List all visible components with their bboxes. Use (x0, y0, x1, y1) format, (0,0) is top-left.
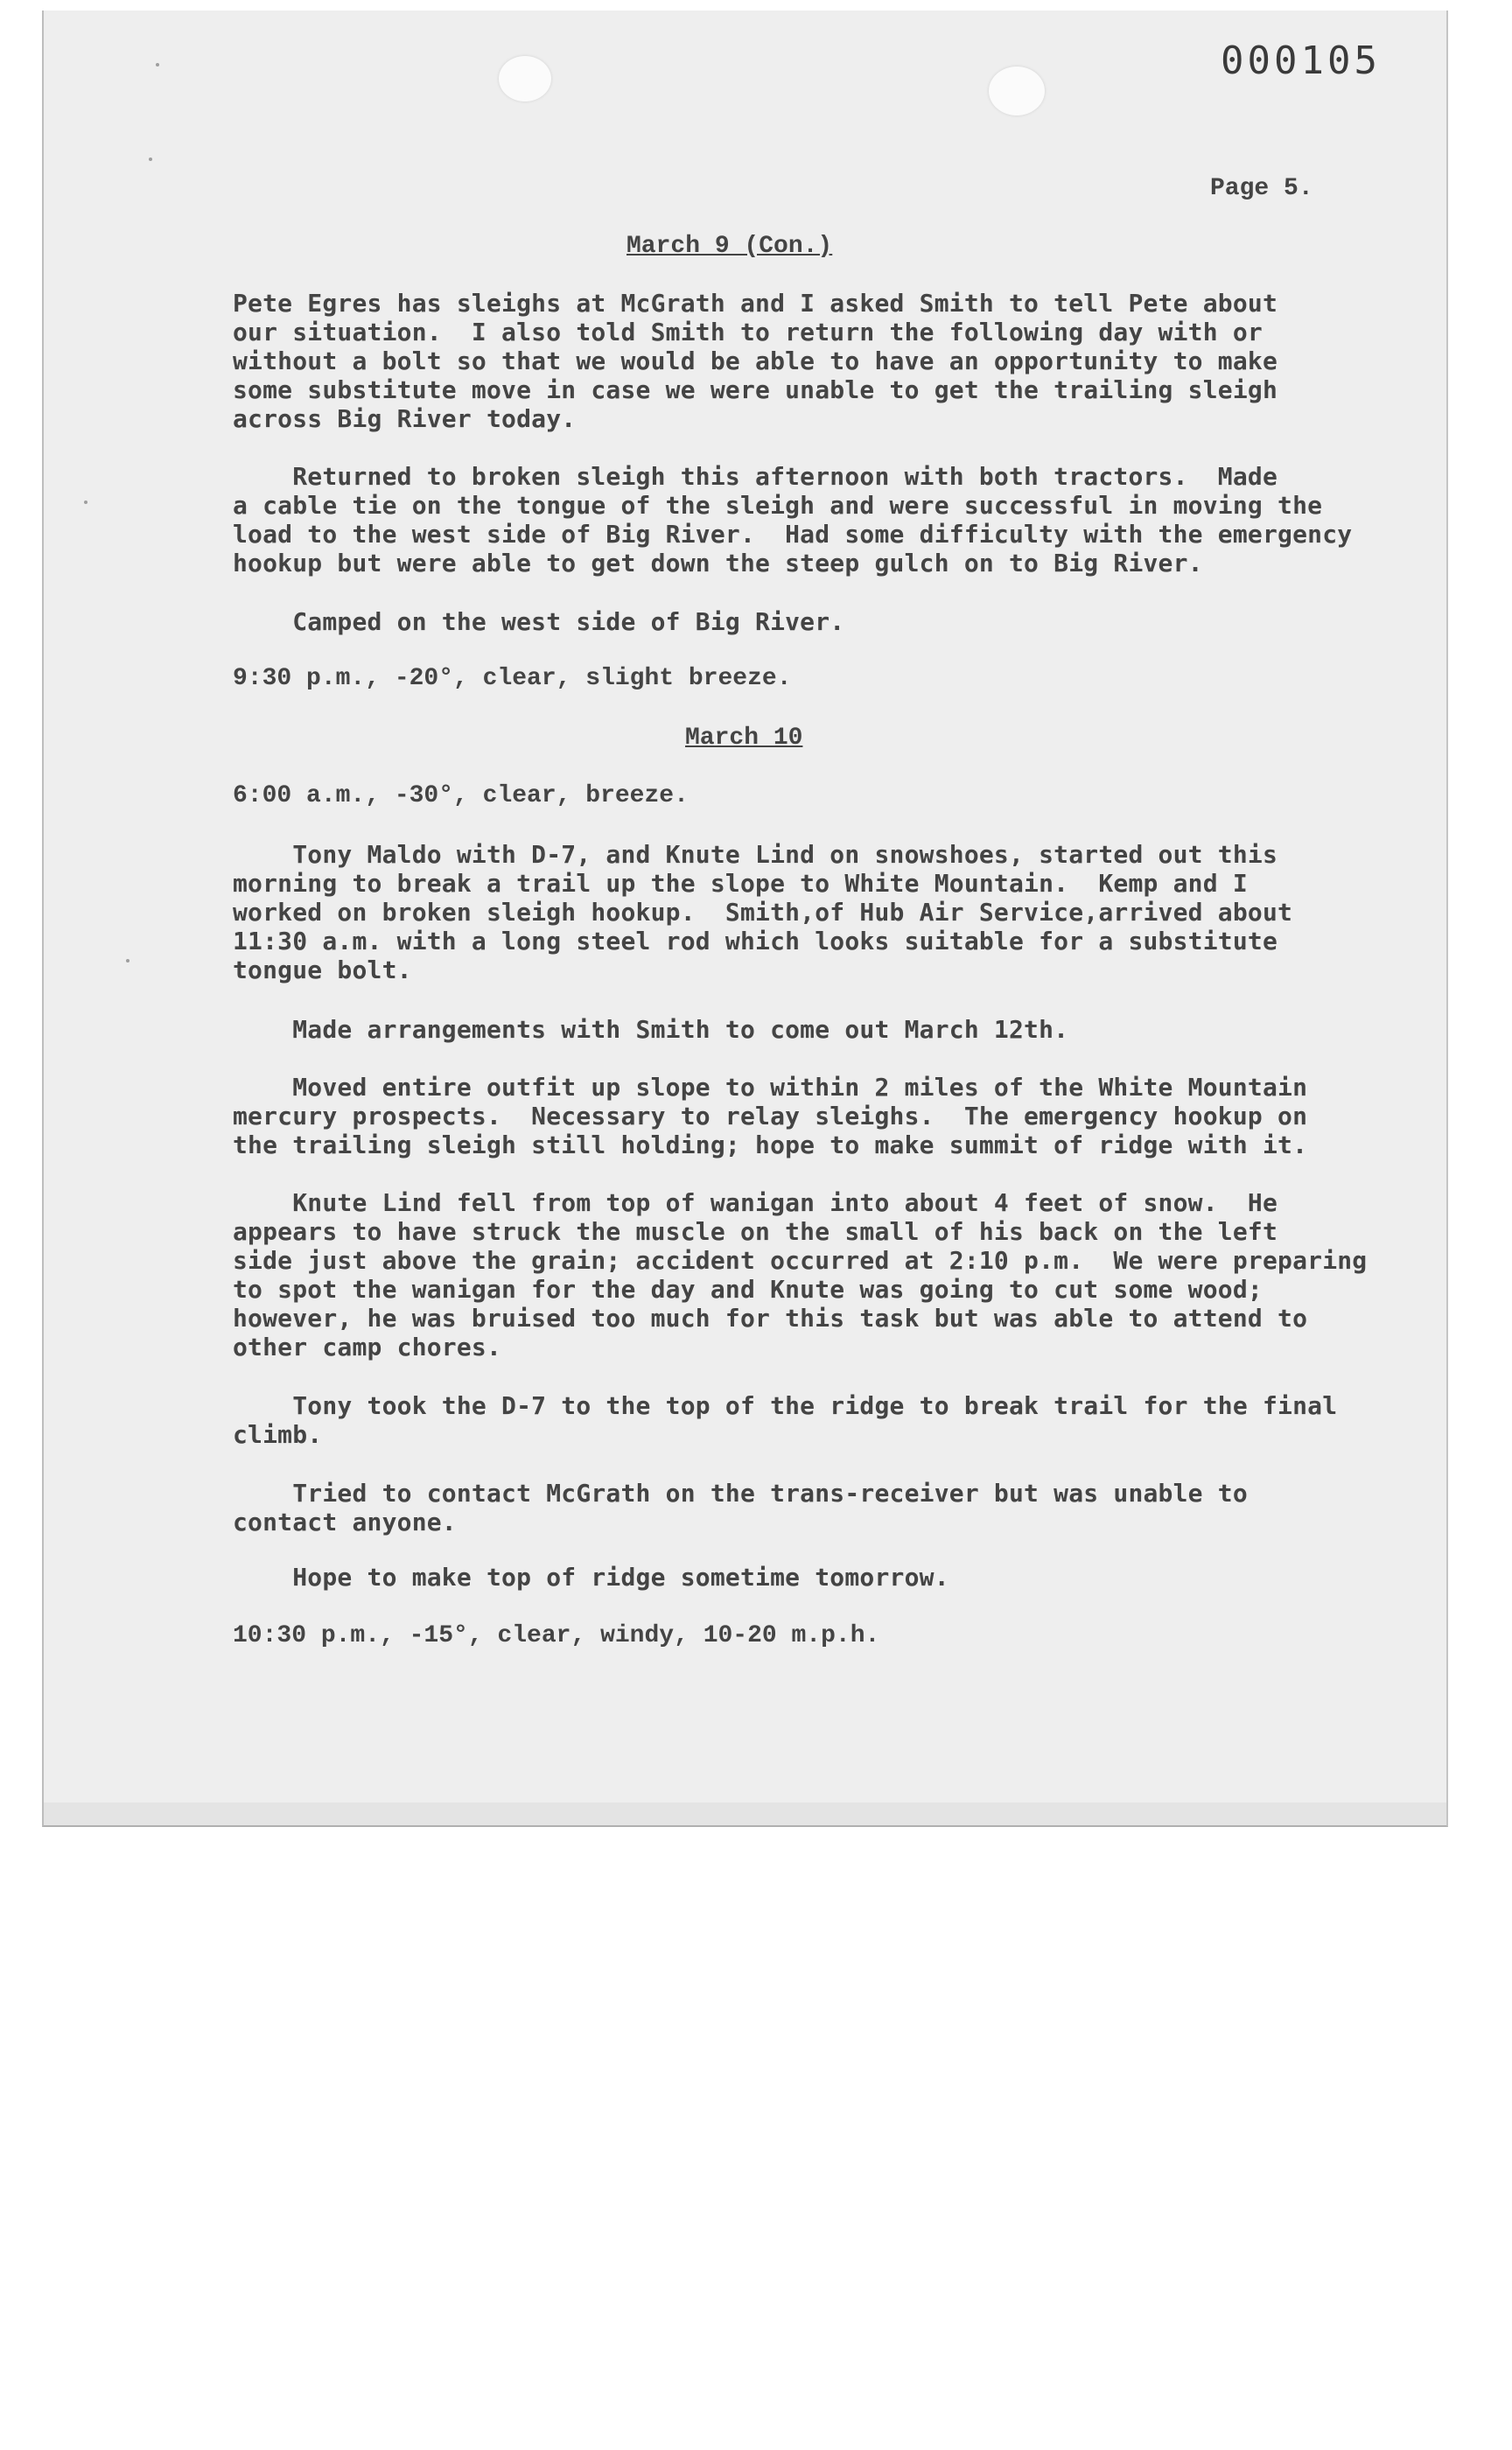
paper-speck (149, 158, 152, 161)
section-heading-march-9: March 9 (Con.) (626, 233, 833, 260)
weather-note-evening-march-9: 9:30 p.m., -20°, clear, slight breeze. (233, 665, 792, 692)
weather-note-evening-march-10: 10:30 p.m., -15°, clear, windy, 10-20 m.p.h. (233, 1622, 880, 1649)
section-heading-march-10: March 10 (685, 724, 803, 752)
paper-speck (126, 959, 130, 962)
paragraph-broken-sleigh: Returned to broken sleigh this afternoon with both tractors. Made a cable tie on the tongue of the sleigh and were successful in moving the load to the west side of Big River. Had some difficulty with the emergency hookup but were able to get down the steep gulch on to Big River. (233, 462, 1353, 578)
document-number: 000105 (1221, 38, 1381, 83)
punch-hole-left (499, 56, 551, 102)
paper-speck (156, 63, 159, 66)
page-number-label: Page 5. (1210, 175, 1313, 202)
paragraph-arrangements-smith: Made arrangements with Smith to come out March 12th. (233, 1015, 1069, 1044)
paragraph-hope-top-ridge: Hope to make top of ridge sometime tomorrow. (233, 1563, 949, 1592)
paragraph-moved-outfit: Moved entire outfit up slope to within 2 miles of the White Mountain mercury prospects. Necessary to relay sleighs. The emergency hookup on the trailing sleigh still holding; hope to make summit of ridge with it. (233, 1073, 1308, 1159)
weather-note-morning-march-10: 6:00 a.m., -30°, clear, breeze. (233, 782, 689, 809)
paragraph-camped-west: Camped on the west side of Big River. (233, 607, 845, 636)
paragraph-knute-accident: Knute Lind fell from top of wanigan into about 4 feet of snow. He appears to have struck the muscle on the small of his back on the left side just above the grain; accident occurred at 2:10 p.m. We were preparing to spot the wanigan for the day and Knute was going to cut some wood; however, he was bruised too much for this task but was able to attend to other camp chores. (233, 1188, 1368, 1362)
paragraph-final-climb: Tony took the D-7 to the top of the ridge to break trail for the final climb. (233, 1391, 1338, 1449)
paragraph-trail-breaking: Tony Maldo with D-7, and Knute Lind on snowshoes, started out this morning to break a trail up the slope to White Mountain. Kemp and I worked on broken sleigh hookup. Smith,of Hub Air Service,arrived about 11:30 a.m. with a long steel rod which looks suitable for a substitute tongue bolt. (233, 840, 1293, 984)
punch-hole-right (989, 66, 1045, 116)
paragraph-sleighs-mcgrath: Pete Egres has sleighs at McGrath and I asked Smith to tell Pete about our situation. I also told Smith to return the following day with or without a bolt so that we would be able to have an opportunity to make some substitute move in case we were unable to get the trailing sleigh across Big River today. (233, 289, 1278, 433)
paragraph-trans-receiver: Tried to contact McGrath on the trans-receiver but was unable to contact anyone. (233, 1479, 1248, 1536)
paper-speck (84, 500, 88, 504)
